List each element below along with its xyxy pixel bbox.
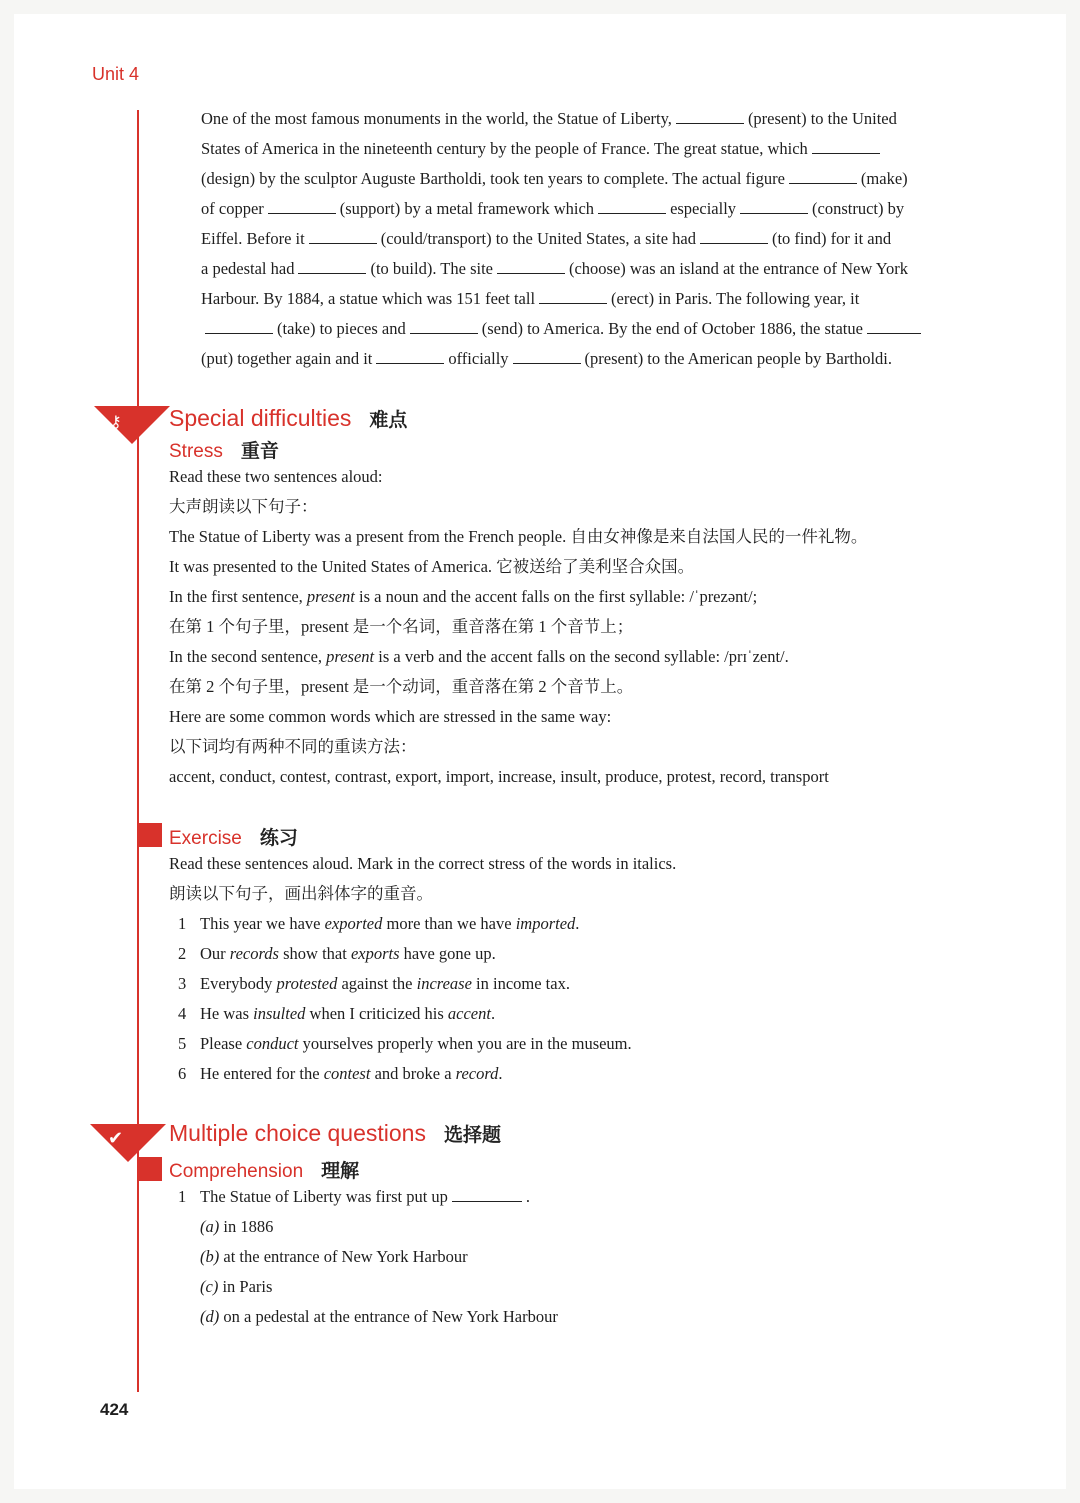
exercise-marker <box>138 823 162 847</box>
question-item: 1 The Statue of Liberty was first put up . <box>178 1187 531 1206</box>
text-line: In the second sentence, present is a verb and the accent falls on the second syllable: /prɪˈzent/. <box>169 647 789 666</box>
answer-blank[interactable] <box>867 319 921 334</box>
passage-line: a pedestal had (to build). The site (choose) was an island at the entrance of New York <box>201 259 909 278</box>
list-item: 2 Our records show that exports have gone up. <box>178 944 496 963</box>
passage-line: (take) to pieces and (send) to America. By the end of October 1886, the statue <box>201 314 991 344</box>
text-line: 以下词均有两种不同的重读方法： <box>169 737 417 756</box>
text-line: Here are some common words which are stressed in the same way: <box>169 707 612 726</box>
unit-label: Unit 4 <box>92 64 140 84</box>
subsection-title-stress: Stress 重音 <box>169 441 279 462</box>
list-item: 4 He was insulted when I criticized his accent. <box>178 1004 496 1023</box>
exercise-title: Exercise 练习 <box>169 828 298 849</box>
answer-blank[interactable] <box>309 229 377 244</box>
text-line: 朗读以下句子，画出斜体字的重音。 <box>169 884 433 903</box>
answer-blank[interactable] <box>205 319 273 334</box>
text-line: Read these two sentences aloud: <box>169 467 383 486</box>
section-title-special-difficulties: Special difficulties 难点 <box>169 405 408 431</box>
text-line: 在第 1 个句子里，present 是一个名词，重音落在第 1 个音节上； <box>169 617 634 636</box>
passage-line: Harbour. By 1884, a statue which was 151 feet tall (erect) in Paris. The following year, it <box>201 289 860 308</box>
stress-explanation <box>169 462 1029 792</box>
answer-blank[interactable] <box>740 199 808 214</box>
answer-blank[interactable] <box>513 349 581 364</box>
question-list <box>178 1182 998 1332</box>
exercise-list <box>178 909 998 1089</box>
section-title-multiple-choice: Multiple choice questions 选择题 <box>169 1120 501 1146</box>
list-item: 5 Please conduct yourselves properly when you are in the museum. <box>178 1034 632 1053</box>
passage-line: of copper (support) by a metal framework which especially (construct) by <box>201 199 905 218</box>
answer-blank[interactable] <box>789 169 857 184</box>
answer-blank[interactable] <box>539 289 607 304</box>
passage-line: One of the most famous monuments in the world, the Statue of Liberty, (present) to the United <box>201 109 897 128</box>
text-line: The Statue of Liberty was a present from the French people. 自由女神像是来自法国人民的一件礼物。 <box>169 527 868 546</box>
passage-line: States of America in the nineteenth century by the people of France. The great statue, which <box>201 134 991 164</box>
answer-blank[interactable] <box>598 199 666 214</box>
text-line: 大声朗读以下句子： <box>169 497 318 516</box>
checkmark-icon: ✔ <box>108 1128 124 1149</box>
fill-in-passage <box>201 104 991 374</box>
list-item: 1 This year we have exported more than we have imported. <box>178 914 580 933</box>
subsection-title-comprehension: Comprehension 理解 <box>169 1161 360 1182</box>
list-item: 6 He entered for the contest and broke a record. <box>178 1064 503 1083</box>
answer-blank[interactable] <box>298 259 366 274</box>
option-a[interactable]: (a) in 1886 <box>200 1217 274 1236</box>
text-line: It was presented to the United States of America. 它被送给了美利坚合众国。 <box>169 557 695 576</box>
answer-blank[interactable] <box>268 199 336 214</box>
answer-blank[interactable] <box>812 139 880 154</box>
passage-line: (design) by the sculptor Auguste Bartholdi, took ten years to complete. The actual figure (make) <box>201 169 908 188</box>
passage-line: (put) together again and it officially (present) to the American people by Bartholdi. <box>201 349 892 368</box>
key-icon: ⚷ <box>110 412 122 431</box>
text-line: In the first sentence, present is a noun and the accent falls on the first syllable: /ˈprezənt/; <box>169 587 758 606</box>
answer-blank[interactable] <box>410 319 478 334</box>
answer-blank[interactable] <box>676 109 744 124</box>
option-b[interactable]: (b) at the entrance of New York Harbour <box>200 1247 468 1266</box>
answer-blank[interactable] <box>700 229 768 244</box>
margin-rule <box>137 110 139 1392</box>
page-number: 424 <box>100 1400 129 1419</box>
exercise-instructions <box>169 849 1029 909</box>
option-d[interactable]: (d) on a pedestal at the entrance of New York Harbour <box>200 1307 558 1326</box>
answer-blank[interactable] <box>376 349 444 364</box>
list-item: 3 Everybody protested against the increase in income tax. <box>178 974 570 993</box>
text-line: 在第 2 个句子里，present 是一个动词，重音落在第 2 个音节上。 <box>169 677 634 696</box>
answer-blank[interactable] <box>497 259 565 274</box>
text-line: Read these sentences aloud. Mark in the correct stress of the words in italics. <box>169 854 677 873</box>
option-c[interactable]: (c) in Paris <box>200 1277 273 1296</box>
passage-line: Eiffel. Before it (could/transport) to the United States, a site had (to find) for it and <box>201 229 892 248</box>
answer-blank[interactable] <box>452 1187 522 1202</box>
comprehension-marker <box>138 1157 162 1181</box>
section-marker-triangle <box>94 406 170 444</box>
text-line: accent, conduct, contest, contrast, export, import, increase, insult, produce, protest, record, transport <box>169 767 829 786</box>
